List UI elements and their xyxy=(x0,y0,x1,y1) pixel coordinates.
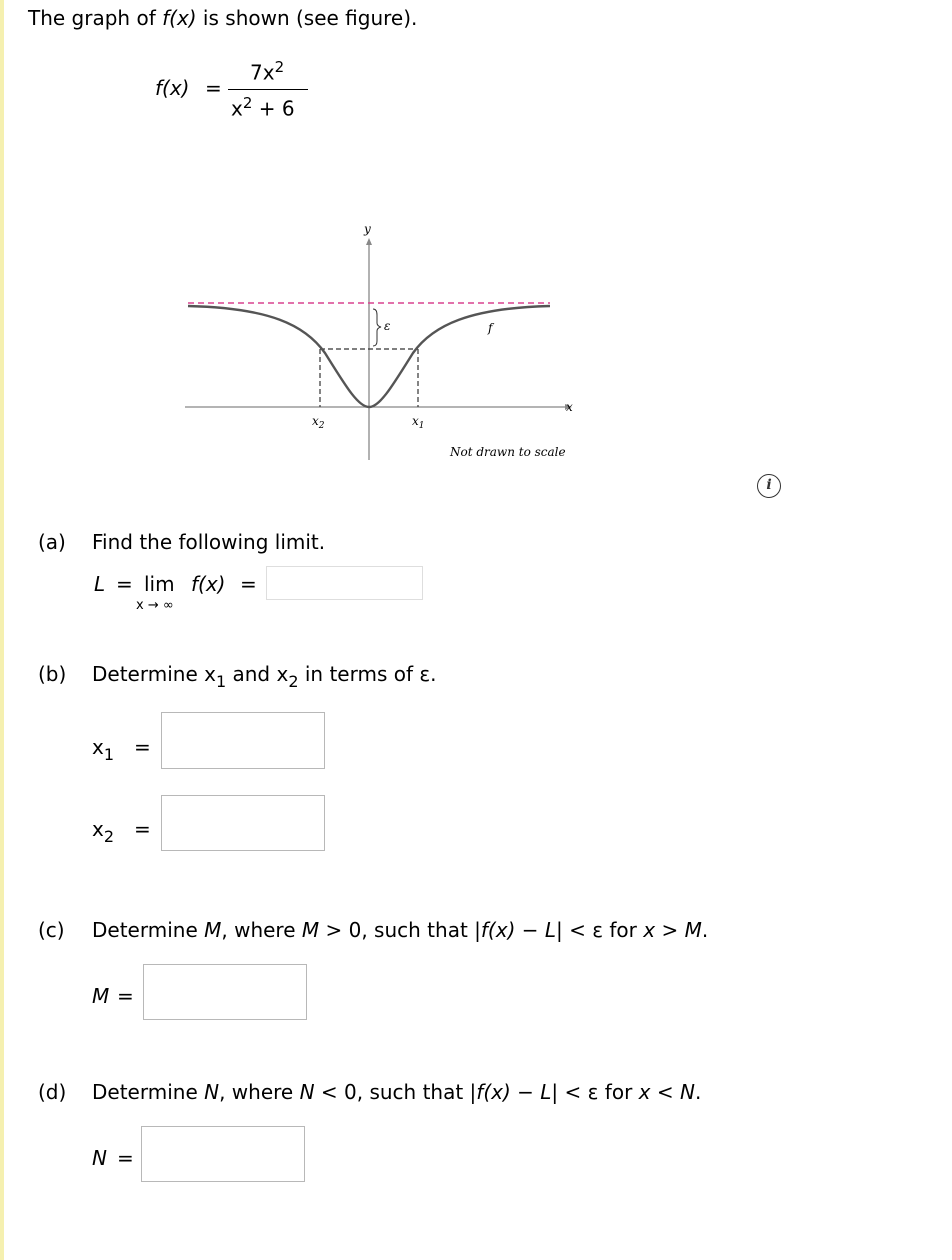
x1-label: $x_1$ xyxy=(412,414,425,431)
part-a-prompt: Find the following limit. xyxy=(92,530,326,554)
x2-label: $x_2$ xyxy=(312,414,325,431)
part-b-tag: (b) xyxy=(38,662,67,686)
m-answer-input[interactable] xyxy=(143,964,307,1020)
x2-answer-input[interactable] xyxy=(161,795,325,851)
x1-answer-input[interactable] xyxy=(161,712,325,769)
part-c-prompt: Determine M, where M > 0, such that |f(x) − L| < ε for x > M. xyxy=(92,918,709,942)
part-b-prompt: Determine $x_1$ and $x_2$ in terms of ε. xyxy=(92,662,437,691)
y-axis-label: y xyxy=(364,222,371,236)
limit-answer-input[interactable] xyxy=(266,566,423,600)
x2-var: $x_2$ xyxy=(92,817,115,846)
n-answer-input[interactable] xyxy=(141,1126,305,1182)
fraction-bar xyxy=(228,89,308,90)
epsilon-label: ε xyxy=(384,319,391,333)
y-axis-arrow xyxy=(366,238,372,245)
x-axis-label: x xyxy=(566,400,573,414)
not-to-scale-note: Not drawn to scale xyxy=(450,445,566,459)
x1-var: $x_1$ xyxy=(92,735,115,764)
f-label: f xyxy=(488,321,493,335)
part-c-tag: (c) xyxy=(38,918,65,942)
function-graph xyxy=(180,215,600,475)
info-icon[interactable]: i xyxy=(757,474,781,498)
part-d-prompt: Determine N, where N < 0, such that |f(x) − L| < ε for x < N. xyxy=(92,1080,702,1104)
left-accent-bar xyxy=(0,0,4,1260)
intro-text: The graph of f(x) is shown (see figure). xyxy=(28,6,418,30)
epsilon-brace xyxy=(373,309,381,346)
part-a-tag: (a) xyxy=(38,530,66,554)
part-d-tag: (d) xyxy=(38,1080,67,1104)
